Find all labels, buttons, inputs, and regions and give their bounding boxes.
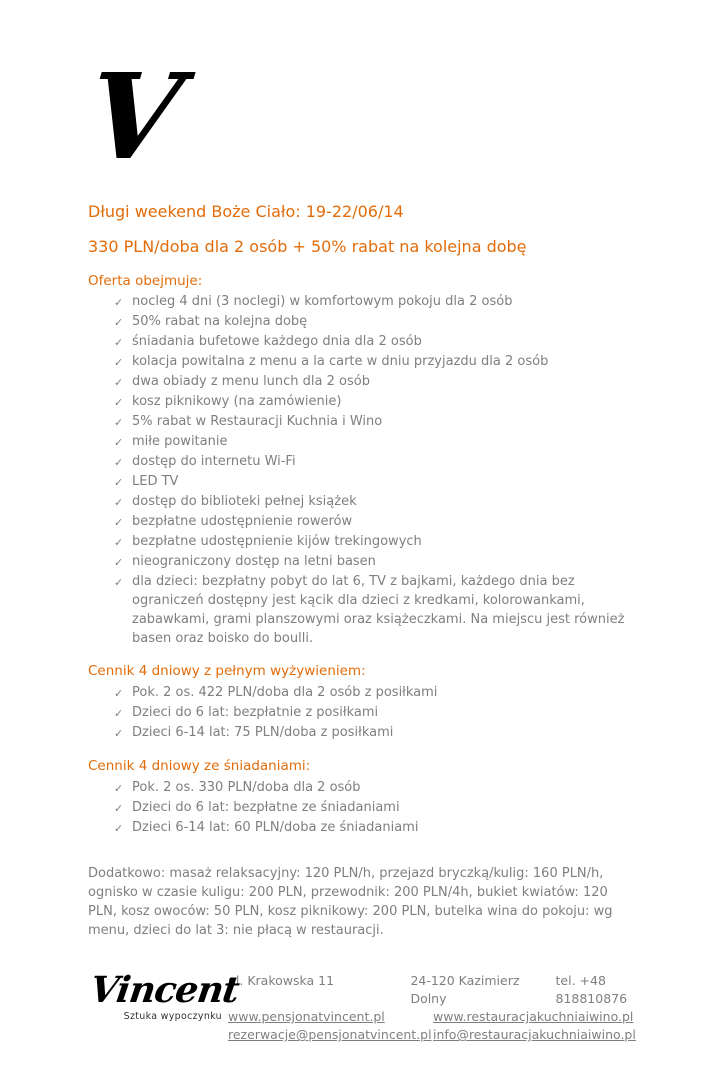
- vincent-v-logo-icon: V: [82, 47, 185, 186]
- check-bullet-icon: ✓: [114, 316, 124, 330]
- section-heading: Oferta obejmuje:: [88, 272, 203, 289]
- list-item: [114, 532, 639, 552]
- price-list-breakfast: [114, 778, 639, 838]
- list-item: [114, 552, 639, 572]
- vincent-logo-tagline: Sztuka wypoczynku: [123, 1011, 222, 1023]
- reservations-email-link[interactable]: rezerwacje@pensjonatvincent.pl: [228, 1027, 432, 1043]
- check-bullet-icon: ✓: [114, 822, 124, 836]
- list-item: [114, 703, 639, 723]
- list-item: [114, 512, 639, 532]
- list-item-text: kolacja powitalna z menu a la carte w dniu przyjazdu dla 2 osób: [132, 354, 549, 370]
- check-bullet-icon: ✓: [114, 782, 124, 796]
- section-offer-includes: [88, 272, 639, 649]
- list-item: [114, 798, 639, 818]
- offer-subtitle: 330 PLN/doba dla 2 osób + 50% rabat na kolejna dobę: [88, 236, 527, 256]
- list-item: [114, 412, 639, 432]
- check-bullet-icon: ✓: [114, 496, 124, 510]
- list-item-text: bezpłatne udostępnienie rowerów: [132, 514, 353, 530]
- check-bullet-icon: ✓: [114, 416, 124, 430]
- footer-phone: tel. +48 818810876: [555, 973, 628, 1007]
- list-item: [114, 292, 639, 312]
- list-item-text: LED TV: [132, 474, 179, 490]
- check-bullet-icon: ✓: [114, 336, 124, 350]
- list-item: [114, 723, 639, 743]
- check-bullet-icon: ✓: [114, 356, 124, 370]
- check-bullet-icon: ✓: [114, 456, 124, 470]
- list-item-text: nieograniczony dostęp na letni basen: [132, 554, 376, 570]
- footer-address-row: [228, 972, 668, 1008]
- list-item-text: kosz piknikowy (na zamówienie): [132, 394, 342, 410]
- list-item: [114, 452, 639, 472]
- check-bullet-icon: ✓: [114, 576, 124, 590]
- list-item-text: bezpłatne udostępnienie kijów trekingowych: [132, 534, 422, 550]
- check-bullet-icon: ✓: [114, 516, 124, 530]
- list-item: [114, 312, 639, 332]
- list-item: [114, 572, 639, 648]
- offer-title: Długi weekend Boże Ciało: 19-22/06/14: [88, 202, 404, 221]
- check-bullet-icon: ✓: [114, 436, 124, 450]
- list-item: [114, 472, 639, 492]
- list-item: [114, 392, 639, 412]
- footer-street: ul. Krakowska 11: [228, 973, 335, 989]
- vincent-logo-text: Vincent: [87, 969, 242, 1012]
- section-heading: Cennik 4 dniowy ze śniadaniami:: [88, 758, 311, 775]
- list-item-text: Pok. 2 os. 422 PLN/doba dla 2 osób z posiłkami: [132, 685, 438, 701]
- check-bullet-icon: ✓: [114, 376, 124, 390]
- vincent-logo: [87, 969, 242, 1023]
- list-item-text: nocleg 4 dni (3 noclegi) w komfortowym pokoju dla 2 osób: [132, 294, 513, 310]
- offer-list: [114, 292, 639, 648]
- footer-contact-info: [228, 970, 668, 1044]
- footer-city: 24-120 Kazimierz Dolny: [410, 973, 520, 1007]
- check-bullet-icon: ✓: [114, 556, 124, 570]
- footer: [88, 970, 639, 1044]
- footer-emails-row: [228, 1026, 668, 1044]
- price-list-full-board: [114, 683, 639, 743]
- list-item-text: Dzieci 6-14 lat: 60 PLN/doba ze śniadaniami: [132, 820, 419, 836]
- check-bullet-icon: ✓: [114, 296, 124, 310]
- check-bullet-icon: ✓: [114, 802, 124, 816]
- list-item: [114, 352, 639, 372]
- check-bullet-icon: ✓: [114, 536, 124, 550]
- check-bullet-icon: ✓: [114, 707, 124, 721]
- check-bullet-icon: ✓: [114, 476, 124, 490]
- check-bullet-icon: ✓: [114, 396, 124, 410]
- list-item-text: dostęp do biblioteki pełnej książek: [132, 494, 357, 510]
- list-item: [114, 818, 639, 838]
- list-item-text: dostęp do internetu Wi-Fi: [132, 454, 296, 470]
- check-bullet-icon: ✓: [114, 687, 124, 701]
- list-item: [114, 432, 639, 452]
- section-heading: Cennik 4 dniowy z pełnym wyżywieniem:: [88, 663, 366, 680]
- list-item-text: Dzieci do 6 lat: bezpłatne ze śniadaniami: [132, 800, 400, 816]
- restaurant-website-link[interactable]: www.restauracjakuchniaiwino.pl: [433, 1009, 634, 1025]
- list-item-text: miłe powitanie: [132, 434, 228, 450]
- list-item-text: Dzieci 6-14 lat: 75 PLN/doba z posiłkami: [132, 725, 394, 741]
- list-item-text: dwa obiady z menu lunch dla 2 osób: [132, 374, 370, 390]
- list-item-text: 5% rabat w Restauracji Kuchnia i Wino: [132, 414, 383, 430]
- check-bullet-icon: ✓: [114, 727, 124, 741]
- section-price-full-board: [88, 662, 639, 743]
- list-item-text: dla dzieci: bezpłatny pobyt do lat 6, TV z bajkami, każdego dnia bez ograniczeń dostępny jest kącik dla dzieci z kredkami, kolorowankami, zabawkami, grami planszowymi oraz książeczkami. Na miejscu jest również basen oraz boisko do boulli.: [132, 574, 625, 647]
- list-item-text: śniadania bufetowe każdego dnia dla 2 osób: [132, 334, 422, 350]
- list-item: [114, 778, 639, 798]
- list-item: [114, 332, 639, 352]
- list-item-text: Pok. 2 os. 330 PLN/doba dla 2 osób: [132, 780, 361, 796]
- pensjonat-website-link[interactable]: www.pensjonatvincent.pl: [228, 1009, 385, 1025]
- section-price-breakfast: [88, 757, 639, 838]
- list-item: [114, 492, 639, 512]
- list-item-text: Dzieci do 6 lat: bezpłatnie z posiłkami: [132, 705, 379, 721]
- list-item: [114, 372, 639, 392]
- info-email-link[interactable]: info@restauracjakuchniaiwino.pl: [433, 1027, 636, 1043]
- list-item-text: 50% rabat na kolejna dobę: [132, 314, 308, 330]
- additional-services-paragraph: Dodatkowo: masaż relaksacyjny: 120 PLN/h, przejazd bryczką/kulig: 160 PLN/h, ognisko w czasie kuligu: 200 PLN, przewodnik: 200 PLN/4h, bukiet kwiatów: 120 PLN, kosz owoców: 50 PLN, kosz piknikowy: 200 PLN, butelka wina do pokoju: wg menu, dzieci do lat 3: nie płacą w restauracji.: [88, 866, 613, 939]
- list-item: [114, 683, 639, 703]
